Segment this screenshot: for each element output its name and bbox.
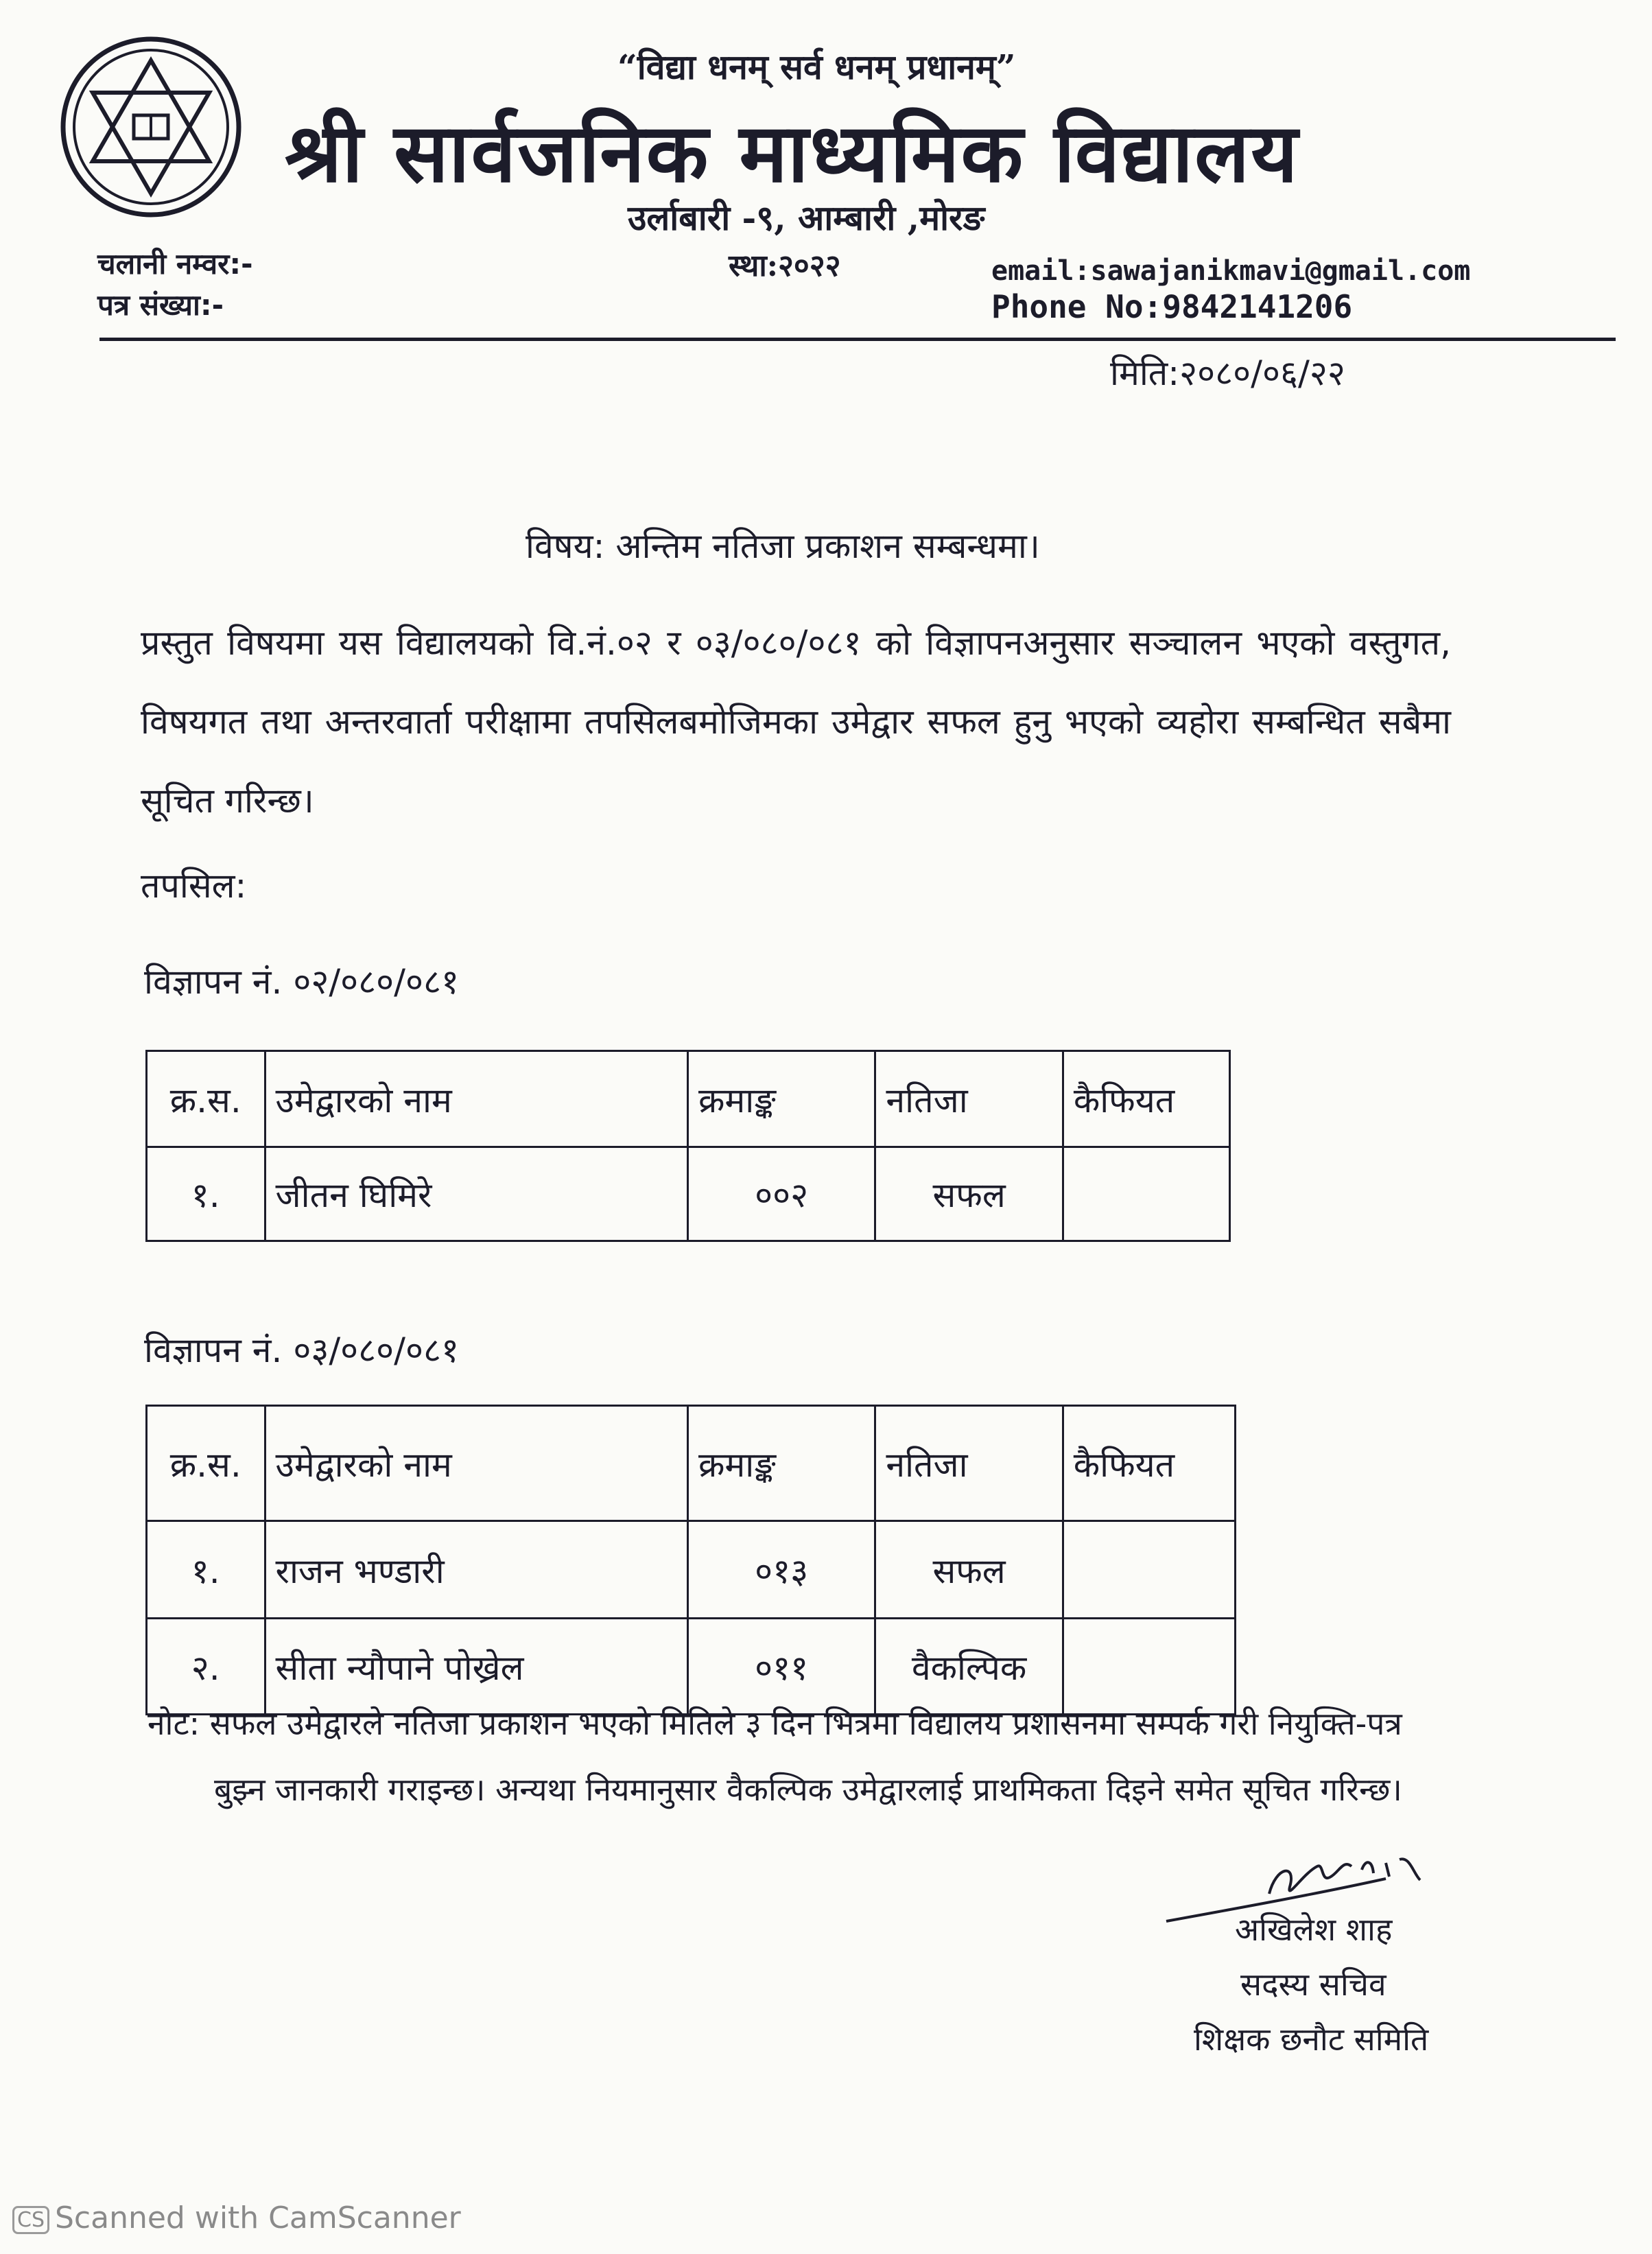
school-address: उर्लाबारी -९, आम्बारी ,मोरङ: [628, 198, 985, 238]
signatory-committee: शिक्षक छनौट समिति: [1194, 2021, 1429, 2058]
header-roll: क्रमाङ्क: [687, 1051, 875, 1147]
cell-result: सफल: [875, 1521, 1063, 1619]
header-remarks: कैफियत: [1063, 1051, 1229, 1147]
table-row: [147, 1619, 1236, 1715]
cell-remarks: [1063, 1521, 1235, 1619]
letter-body: प्रस्तुत विषयमा यस विद्यालयको वि.नं.०२ र ०३/०८०/०८१ को विज्ञापनअनुसार सञ्चालन भएको वस्तुगत, विषयगत तथा अन्तरवार्ता परीक्षामा तपसिलबमोजिमका उमेद्वार सफल हुनु भएको व्यहोरा सम्बन्धित सबैमा सूचित गरिन्छ।: [141, 623, 1451, 821]
cell-name: राजन भण्डारी: [265, 1521, 687, 1619]
header-divider: [99, 338, 1616, 341]
cell-result: सफल: [875, 1147, 1063, 1241]
cell-roll: ०१३: [687, 1521, 875, 1619]
cell-name: सीता न्यौपाने पोख्रेल: [265, 1619, 687, 1715]
dispatch-number-label: चलानी नम्वर:-: [97, 247, 253, 281]
note-line-2: बुझ्न जानकारी गराइन्छ। अन्यथा नियमानुसार वैकल्पिक उमेद्वारलाई प्राथमिकता दिइने समेत सूचित गरिन्छ।: [214, 1771, 1402, 1808]
cell-sn: १.: [147, 1521, 266, 1619]
letter-subject: विषय: अन्तिम नतिजा प्रकाशन सम्बन्धमा।: [526, 526, 1040, 566]
results-table: [145, 1405, 1236, 1715]
table-header-row: [147, 1406, 1236, 1521]
signatory-position: सदस्य सचिव: [1240, 1966, 1386, 2003]
cell-remarks: [1063, 1619, 1235, 1715]
cell-roll: ००२: [687, 1147, 875, 1241]
letter-date: मिति:२०८०/०६/२२: [1110, 353, 1345, 393]
schedule-label: तपसिल:: [141, 866, 247, 906]
cell-sn: २.: [147, 1619, 266, 1715]
school-email: email:sawajanikmavi@gmail.com: [991, 255, 1471, 287]
table-row: [147, 1147, 1230, 1241]
results-table: [145, 1050, 1231, 1242]
established-year: स्था:२०२२: [729, 248, 841, 283]
table-row: [147, 1521, 1236, 1619]
school-motto: “विद्या धनम् सर्व धनम् प्रधानम्”: [617, 47, 1016, 87]
camscanner-icon: CS: [12, 2206, 49, 2234]
header-remarks: कैफियत: [1063, 1406, 1235, 1521]
header-sn: क्र.स.: [147, 1051, 266, 1147]
header-sn: क्र.स.: [147, 1406, 266, 1521]
cell-result: वैकल्पिक: [875, 1619, 1063, 1715]
header-result: नतिजा: [875, 1051, 1063, 1147]
signatory-name: अखिलेश शाह: [1235, 1911, 1393, 1948]
school-name: श्री सार्वजनिक माध्यमिक विद्यालय: [285, 105, 1299, 200]
school-phone: Phone No:9842141206: [991, 288, 1353, 325]
header-name: उमेद्वारको नाम: [265, 1051, 687, 1147]
advertisement-title: विज्ञापन नं. ०३/०८०/०८१: [144, 1330, 460, 1370]
header-roll: क्रमाङ्क: [687, 1406, 875, 1521]
cell-remarks: [1063, 1147, 1229, 1241]
scanner-text: Scanned with CamScanner: [55, 2200, 461, 2235]
school-emblem-logo: [58, 34, 244, 220]
letter-number-label: पत्र संख्या:-: [97, 288, 224, 322]
cell-roll: ०११: [687, 1619, 875, 1715]
table-header-row: [147, 1051, 1230, 1147]
advertisement-title: विज्ञापन नं. ०२/०८०/०८१: [144, 962, 460, 1002]
header-name: उमेद्वारको नाम: [265, 1406, 687, 1521]
note-line-1: नोट: सफल उमेद्वारले नतिजा प्रकाशन भएको मितिले ३ दिन भित्रमा विद्यालय प्रशासनमा सम्पर्क गरी नियुक्ति-पत्र: [148, 1705, 1402, 1742]
cell-sn: १.: [147, 1147, 266, 1241]
header-result: नतिजा: [875, 1406, 1063, 1521]
scanner-watermark: [12, 2200, 461, 2235]
cell-name: जीतन घिमिरे: [265, 1147, 687, 1241]
